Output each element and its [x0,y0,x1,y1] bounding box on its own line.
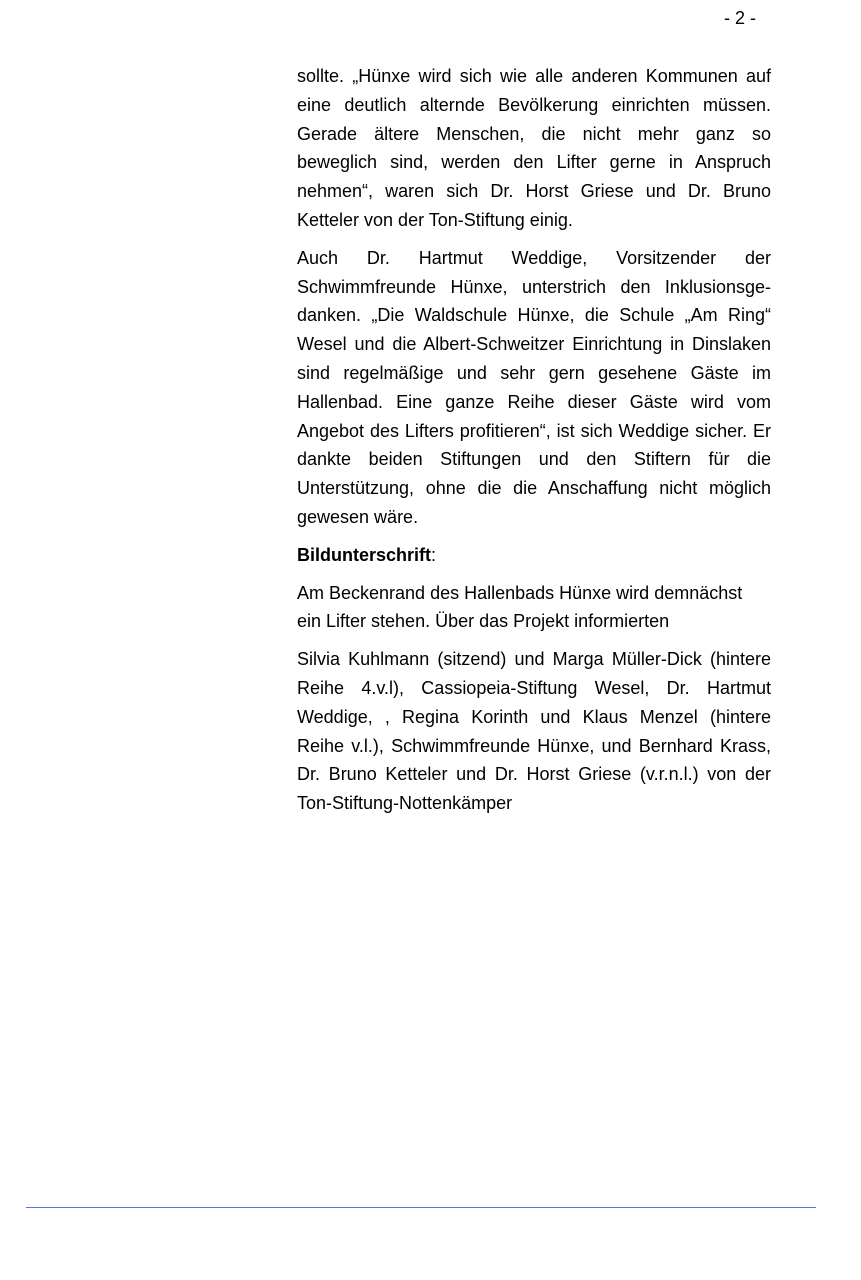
caption-heading-line [297,541,771,570]
caption-heading-colon: : [431,544,437,565]
document-body [297,62,771,827]
caption-paragraph-1: Am Beckenrand des Hallenbads Hünxe wird demnächst ein Lifter stehen. Über das Projekt informierten [297,582,743,632]
caption-paragraph-2: Silvia Kuhlmann (sitzend) und Marga Müller-Dick (hintere Reihe 4.v.l), Cassiopeia-Stiftung Wesel, Dr. Hartmut Weddige, , Regina Korinth und Klaus Menzel (hintere Reihe v.l.), Schwimmfreunde Hünxe, und Bernhard Krass, Dr. Bruno Ketteler und Dr. Horst Griese (v.r.n.l.) von der Ton-Stiftung-Nottenkämper [297,649,771,814]
caption-heading: Bildunterschrift [297,544,432,565]
footer-divider [26,1207,816,1208]
body-paragraph-2: Auch Dr. Hartmut Weddige, Vorsitzender der Schwimmfreunde Hünxe, unterstrich den Inklusionsgedanken. „Die Waldschule Hünxe, die Schule „Am Ring“ Wesel und die Albert-Schweitzer Einrichtung in Dinslaken sind regelmäßige und sehr gern gesehene Gäste im Hallenbad. Eine ganze Reihe dieser Gäste wird vom Angebot des Lifters profitieren“, ist sich Weddige sicher. Er dankte beiden Stiftungen und den Stiftern für die Unterstützung, ohne die die Anschaffung nicht möglich gewesen wäre. [297,247,771,527]
page-number: - 2 - [724,8,757,28]
body-paragraph-1: sollte. „Hünxe wird sich wie alle anderen Kommunen auf eine deutlich alternde Bevölkerung einrichten müssen. Gerade ältere Menschen, die nicht mehr ganz so beweglich sind, werden den Lifter gerne in Anspruch nehmen“, waren sich Dr. Horst Griese und Dr. Bruno Ketteler von der Ton-Stiftung einig. [297,66,771,230]
